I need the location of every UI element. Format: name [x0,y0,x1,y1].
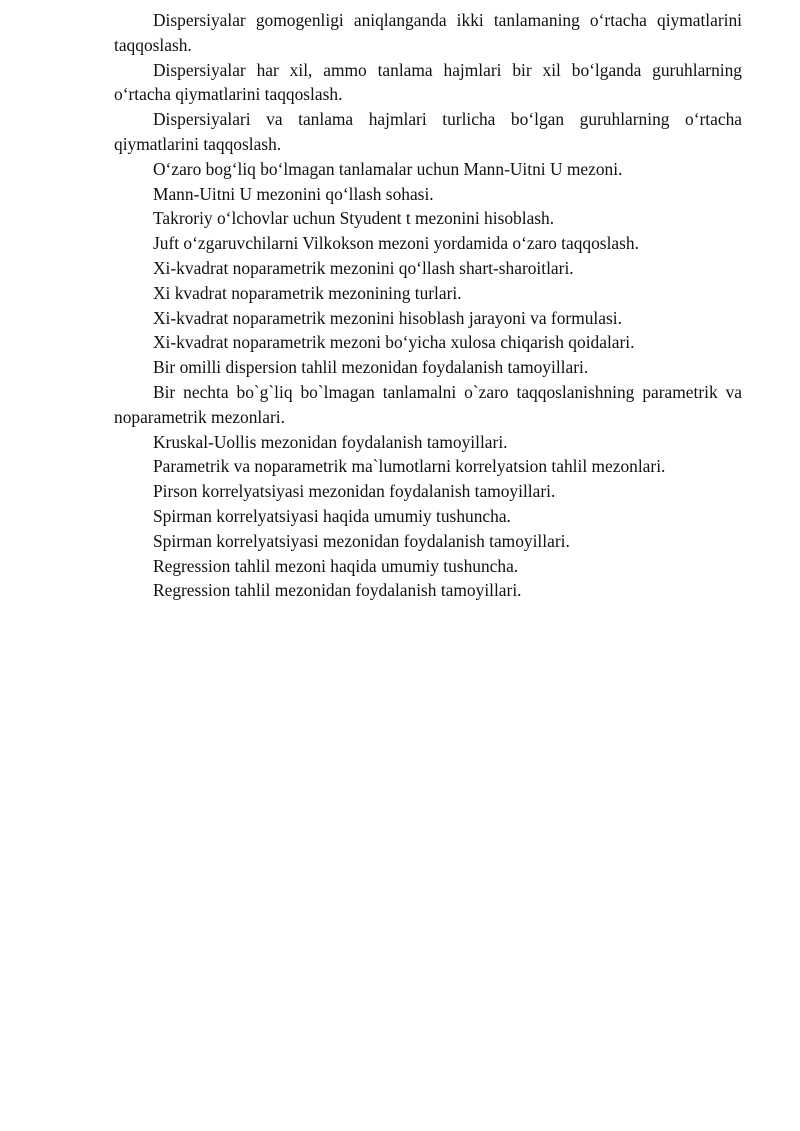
paragraph-6: Takroriy o‘lchovlar uchun Styudent t mezonini hisoblash. [153,208,555,229]
paragraph-9: Xi kvadrat noparametrik mezonining turlari. [153,282,462,303]
paragraph-14: Kruskal-Uollis mezonidan foydalanish tamoyillari. [153,431,508,452]
paragraph-4: O‘zaro bog‘liq bo‘lmagan tanlamalar uchun Mann-Uitni U mezoni. [153,158,623,179]
paragraph-10: Xi-kvadrat noparametrik mezonini hisoblash jarayoni va formulasi. [153,307,622,328]
paragraph-11: Xi-kvadrat noparametrik mezoni bo‘yicha xulosa chiqarish qoidalari. [153,332,635,353]
paragraph-12: Bir omilli dispersion tahlil mezonidan foydalanish tamoyillari. [153,357,589,378]
paragraph-19: Regression tahlil mezoni haqida umumiy tushuncha. [153,555,519,576]
document-page [114,8,742,603]
paragraph-2: Dispersiyalar har xil, ammo tanlama hajmlari bir xil bo‘lganda guruhlarning o‘rtacha qiymatlarini taqqoslash. [114,59,742,105]
paragraph-18: Spirman korrelyatsiyasi mezonidan foydalanish tamoyillari. [153,530,570,551]
paragraph-8: Xi-kvadrat noparametrik mezonini qo‘llash shart-sharoitlari. [153,257,574,278]
paragraph-1: Dispersiyalar gomogenligi aniqlanganda ikki tanlamaning o‘rtacha qiymatlarini taqqoslash. [114,10,742,55]
paragraph-20: Regression tahlil mezonidan foydalanish tamoyillari. [153,580,522,601]
paragraph-17: Spirman korrelyatsiyasi haqida umumiy tushuncha. [153,505,511,526]
paragraph-5: Mann-Uitni U mezonini qo‘llash sohasi. [153,183,434,204]
paragraph-7: Juft o‘zgaruvchilarni Vilkokson mezoni yordamida o‘zaro taqqoslash. [153,233,639,254]
paragraph-15: Parametrik va noparametrik ma`lumotlarni korrelyatsion tahlil mezonlari. [153,456,666,477]
paragraph-3: Dispersiyalari va tanlama hajmlari turlicha bo‘lgan guruhlarning o‘rtacha qiymatlarini taqqoslash. [114,109,742,154]
paragraph-16: Pirson korrelyatsiyasi mezonidan foydalanish tamoyillari. [153,481,556,502]
paragraph-13: Bir nechta bo`g`liq bo`lmagan tanlamalni o`zaro taqqoslanishning parametrik va noparametrik mezonlari. [114,381,742,427]
